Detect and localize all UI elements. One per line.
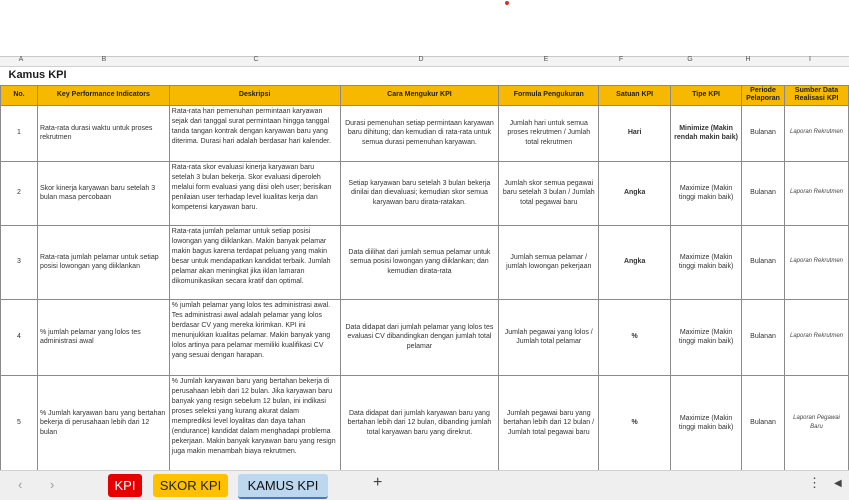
col-header-h[interactable]: H <box>745 56 751 63</box>
table-row <box>1 161 849 225</box>
cell-cara-mengukur[interactable]: Setiap karyawan baru setelah 3 bulan bekerja dinilai dan dievaluasi; kemudian skor semua karyawan baru dirata-ratakan. <box>340 161 499 225</box>
table-row <box>1 299 849 375</box>
cell-periode[interactable]: Bulanan <box>742 299 785 375</box>
col-header-d[interactable]: D <box>418 56 424 63</box>
table-row <box>1 375 849 470</box>
table-row <box>1 105 849 161</box>
cell-satuan[interactable]: Angka <box>599 161 671 225</box>
cell-periode[interactable]: Bulanan <box>742 375 785 470</box>
header-sumber[interactable]: Sumber Data Realisasi KPI <box>785 85 849 105</box>
cell-satuan[interactable]: % <box>599 375 671 470</box>
cell-sumber[interactable]: Laporan Rekrutmen <box>785 105 849 161</box>
cell-periode[interactable]: Bulanan <box>742 225 785 299</box>
cell-tipe[interactable]: Maximize (Makin tinggi makin baik) <box>671 299 742 375</box>
sheet-tab-bar <box>0 470 849 500</box>
cell-no[interactable]: 3 <box>1 225 38 299</box>
header-periode[interactable]: Periode Pelaporan <box>742 85 785 105</box>
prev-sheet-icon[interactable]: ‹ <box>18 477 23 492</box>
col-header-g[interactable]: G <box>687 56 693 63</box>
header-tipe[interactable]: Tipe KPI <box>671 85 742 105</box>
cell-periode[interactable]: Bulanan <box>742 161 785 225</box>
cell-kpi[interactable]: % jumlah pelamar yang lolos tes administrasi awal <box>37 299 169 375</box>
cell-no[interactable]: 4 <box>1 299 38 375</box>
cell-deskripsi[interactable]: Rata-rata skor evaluasi kinerja karyawan baru setelah 3 bulan bekerja. Skor evaluasi diperoleh melalui form evaluasi yang diisi oleh user; berisikan penilaian user terhadap level kualitas kerja dan kompetensi karyawan baru. <box>169 161 340 225</box>
cell-tipe[interactable]: Maximize (Makin tinggi makin baik) <box>671 225 742 299</box>
cell-cara-mengukur[interactable]: Data didapat dari jumlah karyawan baru yang bertahan lebih dari 12 bulan, dibanding jumlah total karyawan baru yang direkrut. <box>340 375 499 470</box>
tab-kamus-kpi[interactable]: KAMUS KPI <box>238 474 328 499</box>
table-row <box>1 225 849 299</box>
cell-sumber[interactable]: Laporan Rekrutmen <box>785 161 849 225</box>
tab-skor-kpi[interactable]: SKOR KPI <box>153 474 228 497</box>
cell-kpi[interactable]: % Jumlah karyawan baru yang bertahan bekerja di perusahaan lebih dari 12 bulan <box>37 375 169 470</box>
header-no[interactable]: No. <box>1 85 38 105</box>
cell-cara-mengukur[interactable]: Durasi pemenuhan setiap permintaan karyawan baru dihitung; dan kemudian di rata-rata untuk semua durasi pemenuhan karyawan. <box>340 105 499 161</box>
add-sheet-icon[interactable]: + <box>373 474 383 491</box>
header-row <box>1 85 849 105</box>
ribbon-area <box>0 0 849 56</box>
header-formula[interactable]: Formula Pengukuran <box>499 85 599 105</box>
cell-satuan[interactable]: % <box>599 299 671 375</box>
cell-cara-mengukur[interactable]: Data didapat dari jumlah pelamar yang lolos tes evaluasi CV dibandingkan dengan jumlah total pelamar <box>340 299 499 375</box>
cell-formula[interactable]: Jumlah pegawai baru yang bertahan lebih dari 12 bulan / Jumlah total pegawai baru <box>499 375 599 470</box>
header-cara-mengukur[interactable]: Cara Mengukur KPI <box>340 85 499 105</box>
header-kpi[interactable]: Key Performance Indicators <box>37 85 169 105</box>
cell-no[interactable]: 1 <box>1 105 38 161</box>
cell-satuan[interactable]: Hari <box>599 105 671 161</box>
col-header-b[interactable]: B <box>101 56 107 63</box>
cell-periode[interactable]: Bulanan <box>742 105 785 161</box>
kamus-kpi-table <box>0 66 849 470</box>
cell-tipe[interactable]: Maximize (Makin tinggi makin baik) <box>671 161 742 225</box>
col-header-i[interactable]: I <box>809 56 811 63</box>
spreadsheet-grid[interactable] <box>0 66 849 470</box>
cell-kpi[interactable]: Rata-rata jumlah pelamar untuk setiap posisi lowongan yang diiklankan <box>37 225 169 299</box>
cell-formula[interactable]: Jumlah semua pelamar / jumlah lowongan pekerjaan <box>499 225 599 299</box>
col-header-a[interactable]: A <box>18 56 24 63</box>
cell-sumber[interactable]: Laporan Rekrutmen <box>785 299 849 375</box>
cell-kpi[interactable]: Rata-rata durasi waktu untuk proses rekrutmen <box>37 105 169 161</box>
next-sheet-icon[interactable]: › <box>50 477 55 492</box>
cell-no[interactable]: 5 <box>1 375 38 470</box>
col-header-c[interactable]: C <box>253 56 259 63</box>
col-header-f[interactable]: F <box>618 56 624 63</box>
cell-no[interactable]: 2 <box>1 161 38 225</box>
cell-formula[interactable]: Jumlah pegawai yang lolos / Jumlah total pelamar <box>499 299 599 375</box>
cell-deskripsi[interactable]: % Jumlah karyawan baru yang bertahan bekerja di perusahaan lebih dari 12 bulan. Jika karyawan baru banyak yang resign sebelum 12 bulan, ini indikasi proses seleksi yang kurang akurat dalam memprediksi level loyalitas dan daya tahan (endurance) kandidat dalam menghadapi problema pekerjaan. Makin banyak karyawan baru yang resign juga makin menambah biaya rekrutmen. <box>169 375 340 470</box>
cell-deskripsi[interactable]: Rata-rata jumlah pelamar untuk setiap posisi lowongan yang diiklankan. Makin banyak pelamar makin bagus karena terdapat peluang yang makin besar untuk mendapatkan kandidat terbaik. Jumlah pelamar akan meningkat jika iklan lamaran dikomunikasikan secara kratif dan optimal. <box>169 225 340 299</box>
header-deskripsi[interactable]: Deskripsi <box>169 85 340 105</box>
tab-kpi[interactable]: KPI <box>108 474 142 497</box>
cell-formula[interactable]: Jumlah skor semua pegawai baru setelah 3 bulan / Jumlah total pegawai baru <box>499 161 599 225</box>
cell-tipe[interactable]: Minimize (Makin rendah makin baik) <box>671 105 742 161</box>
header-satuan[interactable]: Satuan KPI <box>599 85 671 105</box>
cell-deskripsi[interactable]: Rata-rata hari pemenuhan permintaan karyawan sejak dari tanggal surat permintaan hingga tanggal tanda tangan kontrak dengan karyawan baru yang diterima. Durasi hari adalah berdasar hari kalender. <box>169 105 340 161</box>
cell-satuan[interactable]: Angka <box>599 225 671 299</box>
cell-sumber[interactable]: Laporan Rekrutmen <box>785 225 849 299</box>
cell-kpi[interactable]: Skor kinerja karyawan baru setelah 3 bulan masa percobaan <box>37 161 169 225</box>
cell-cara-mengukur[interactable]: Data diilihat dari jumlah semua pelamar untuk semua posisi lowongan yang diiklankan; dan kemudian dirata-rata <box>340 225 499 299</box>
cell-formula[interactable]: Jumlah hari untuk semua proses rekrutmen / Jumlah total rekrutmen <box>499 105 599 161</box>
more-options-icon[interactable]: ⋮ <box>808 475 821 490</box>
cell-sumber[interactable]: Laporan Pegawai Baru <box>785 375 849 470</box>
scroll-left-icon[interactable]: ◀ <box>834 478 842 489</box>
col-header-e[interactable]: E <box>543 56 549 63</box>
red-dot-indicator <box>505 1 509 5</box>
cell-tipe[interactable]: Maximize (Makin tinggi makin baik) <box>671 375 742 470</box>
sheet-title[interactable]: Kamus KPI <box>8 68 67 81</box>
cell-deskripsi[interactable]: % jumlah pelamar yang lolos tes administrasi awal. Tes administrasi awal adalah pelamar yang lolos berdasar CV yang mereka kirimkan. KPI ini menunjukkan kualitas pelamar. Makin banyak yang lolos artinya para pelamar memiliki kualifikasi CV yang sesuai dengan harapan. <box>169 299 340 375</box>
